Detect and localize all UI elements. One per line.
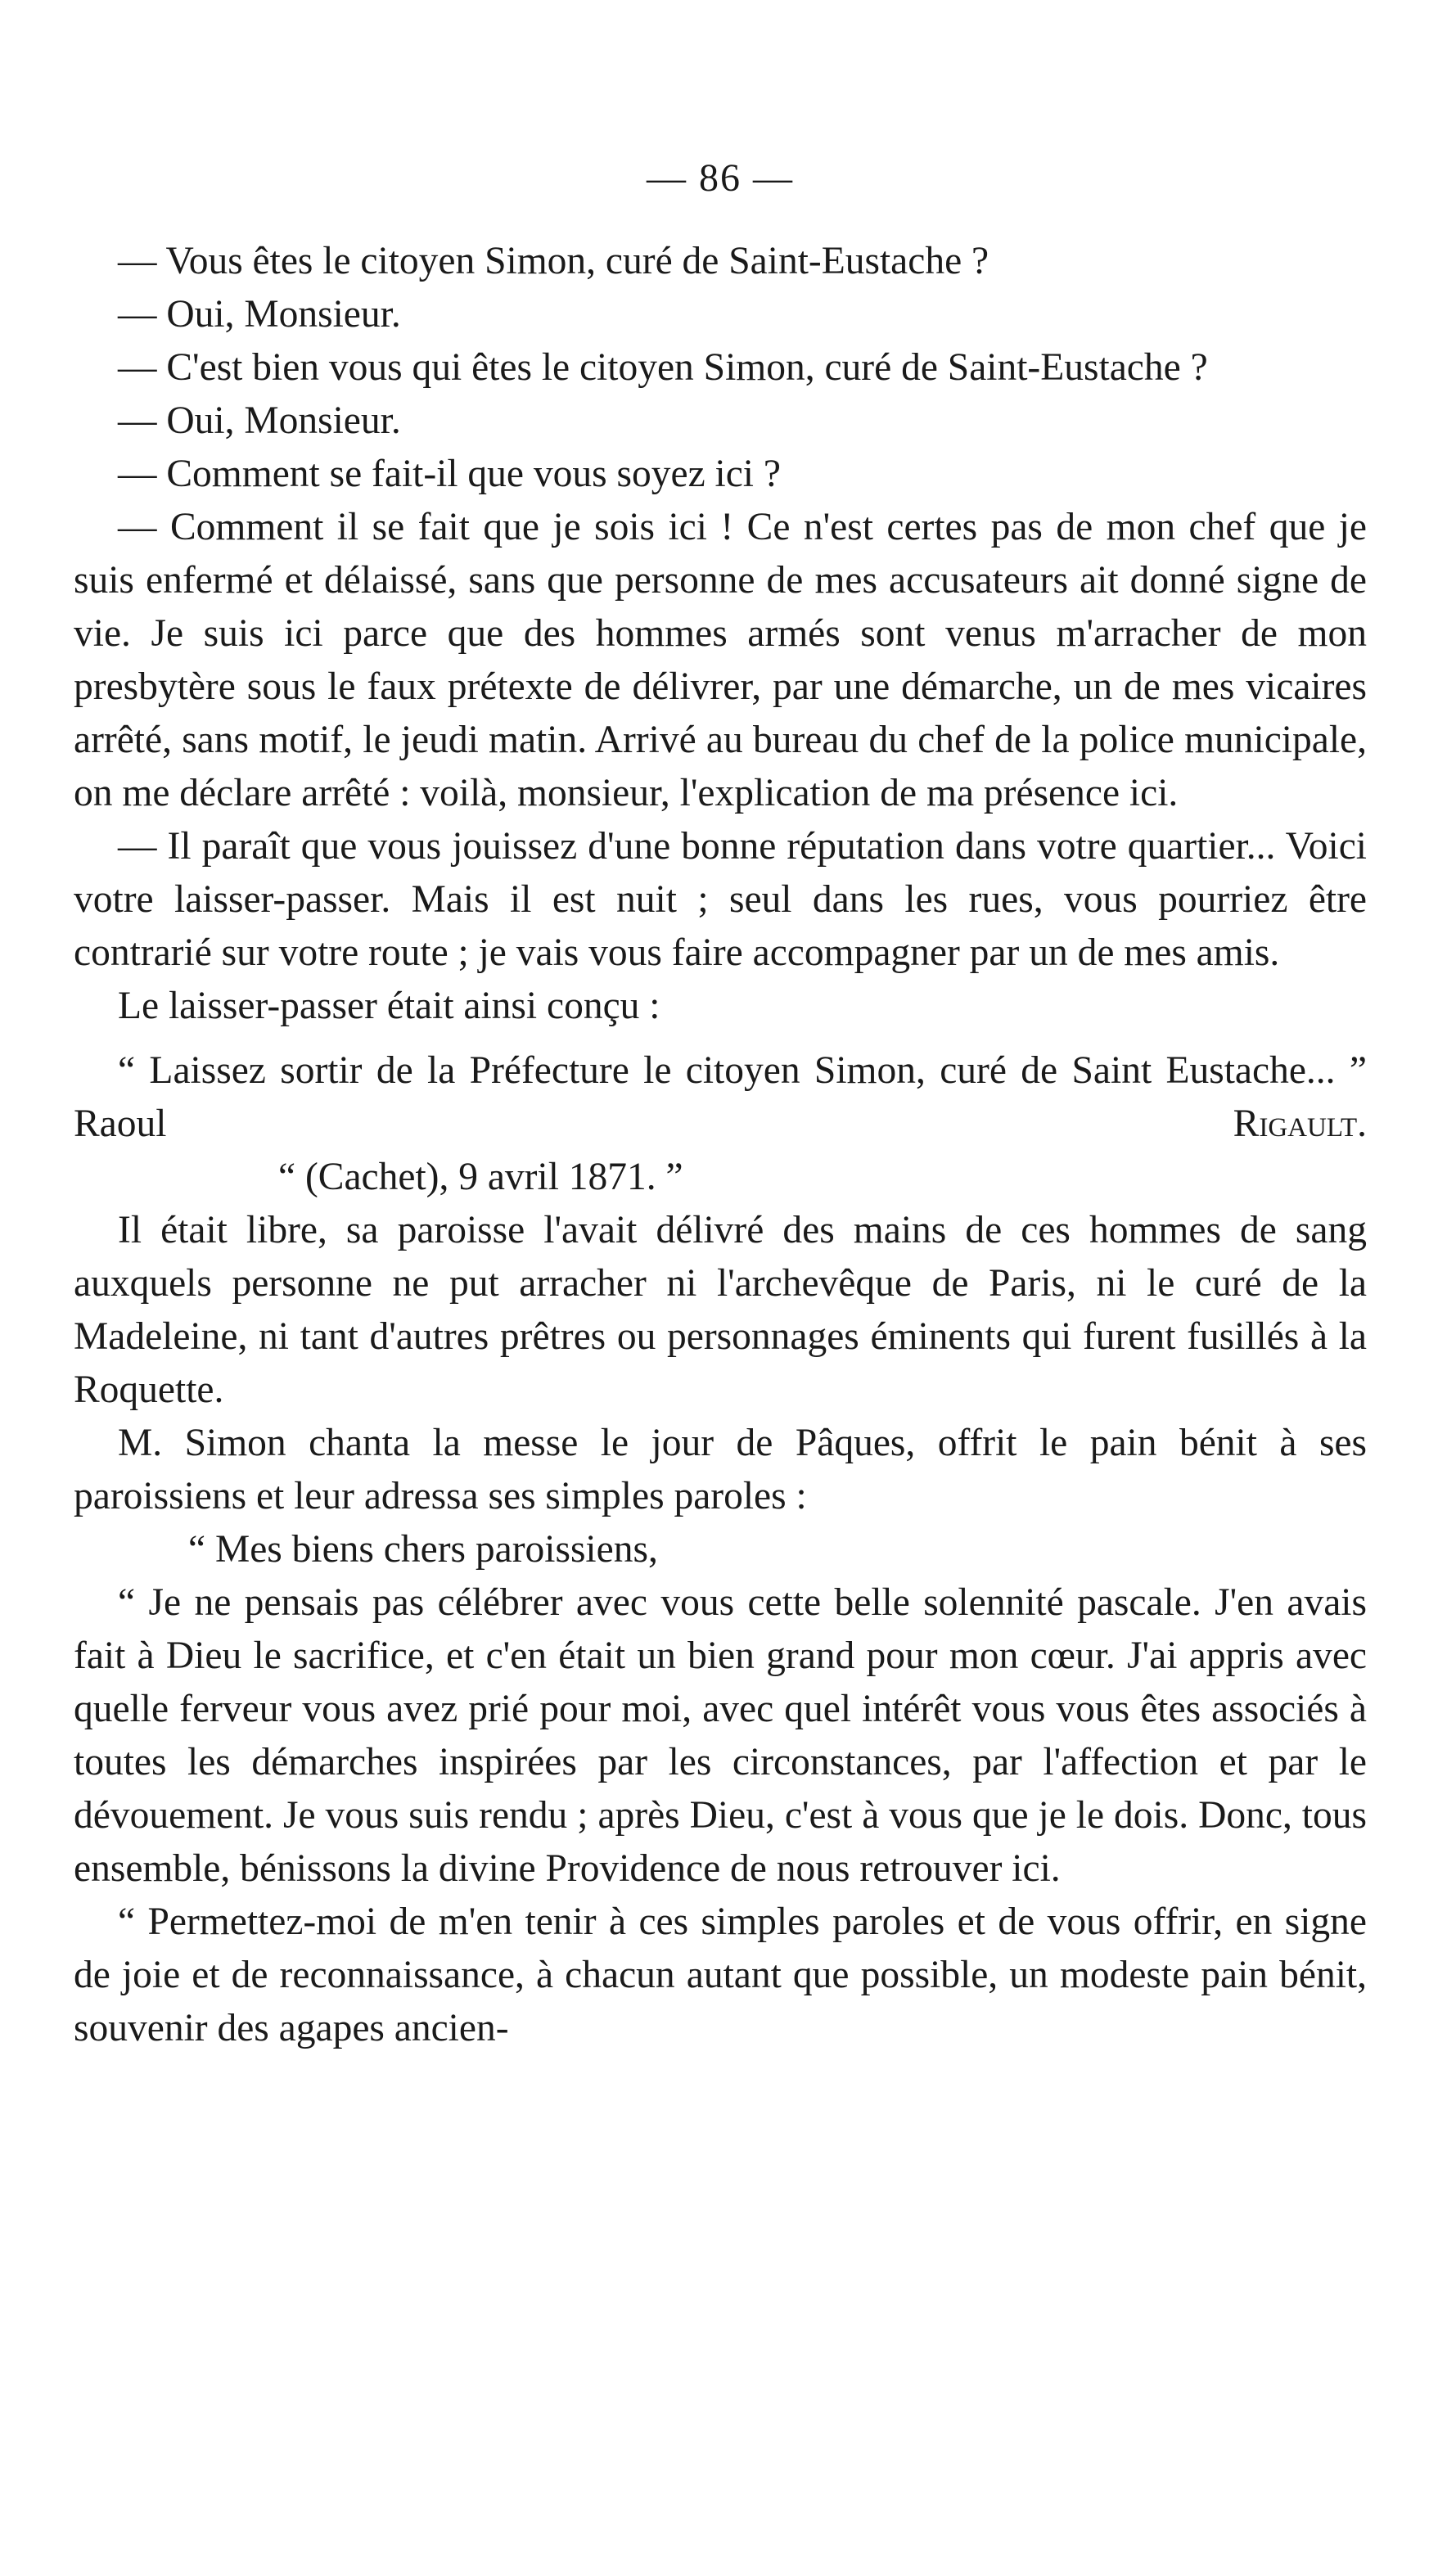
dialogue-line: — Comment il se fait que je sois ici ! Ce n'est certes pas de mon chef que je suis enfermé et délaissé, sans que personne de mes accusateurs ait donné signe de vie. Je suis ici parce que des hommes armés sont venus m'arracher de mon presbytère sous le faux prétexte de délivrer, par une démarche, un de mes vicaires arrêté, sans motif, le jeudi matin. Arrivé au bureau du chef de la police municipale, on me déclare arrêté : voilà, monsieur, l'explication de ma présence ici. [74,506,1367,814]
signature [74,1102,1367,1145]
dialogue-line: — Vous êtes le citoyen Simon, curé de Saint-Eustache ? [118,240,989,282]
laisser-passer-text: “ Laissez sortir de la Préfecture le citoyen Simon, curé de Saint Eustache... ” [118,1049,1367,1092]
page-number: — 86 — [647,156,794,200]
sermon-paragraph: “ Permettez-moi de m'en tenir à ces simples paroles et de vous offrir, en signe de joie et de reconnaissance, à chacun autant que possible, un modeste pain bénit, souvenir des agapes ancien- [74,1900,1367,2049]
sermon-paragraph: “ Je ne pensais pas célébrer avec vous cette belle solennité pascale. J'en avais fait à Dieu le sacrifice, et c'en était un bien grand pour mon cœur. J'ai appris avec quelle ferveur vous avez prié pour moi, avec quel intérêt vous vous êtes associés à toutes les démarches inspirées par les circonstances, par l'affection et par le dévouement. Je vous suis rendu ; après Dieu, c'est à vous que je le dois. Donc, tous ensemble, bénissons la divine Providence de nous retrouver ici. [74,1581,1367,1890]
cachet-line: “ (Cachet), 9 avril 1871. ” [278,1156,683,1198]
dialogue-line: — Oui, Monsieur. [118,399,401,442]
book-page [74,156,1367,2055]
dialogue-line: — Il paraît que vous jouissez d'une bonne réputation dans votre quartier... Voici votre laisser-passer. Mais il est nuit ; seul dans les rues, vous pourriez être contrarié sur votre route ; je vais vous faire accompagner par un de mes amis. [74,825,1367,974]
text-paragraph: M. Simon chanta la messe le jour de Pâques, offrit le pain bénit à ses paroissiens et leur adressa ses simples paroles : [74,1422,1367,1517]
signature-last-name: Rigault. [1233,1102,1367,1145]
text-paragraph: Il était libre, sa paroisse l'avait délivré des mains de ces hommes de sang auxquels personne ne put arracher ni l'archevêque de Paris, ni le curé de la Madeleine, ni tant d'autres prêtres ou personnages éminents qui furent fusillés à la Roquette. [74,1209,1367,1411]
page-body [74,235,1367,2055]
dialogue-line: — Oui, Monsieur. [118,293,401,336]
salutation: “ Mes biens chers paroissiens, [188,1528,658,1571]
dialogue-line: — Comment se fait-il que vous soyez ici ? [118,453,781,495]
signature-first-name: Raoul [74,1102,167,1145]
text-paragraph: Le laisser-passer était ainsi conçu : [118,985,660,1027]
dialogue-line: — C'est bien vous qui êtes le citoyen Simon, curé de Saint-Eustache ? [118,346,1208,389]
laisser-passer-quote [74,1044,1367,1151]
